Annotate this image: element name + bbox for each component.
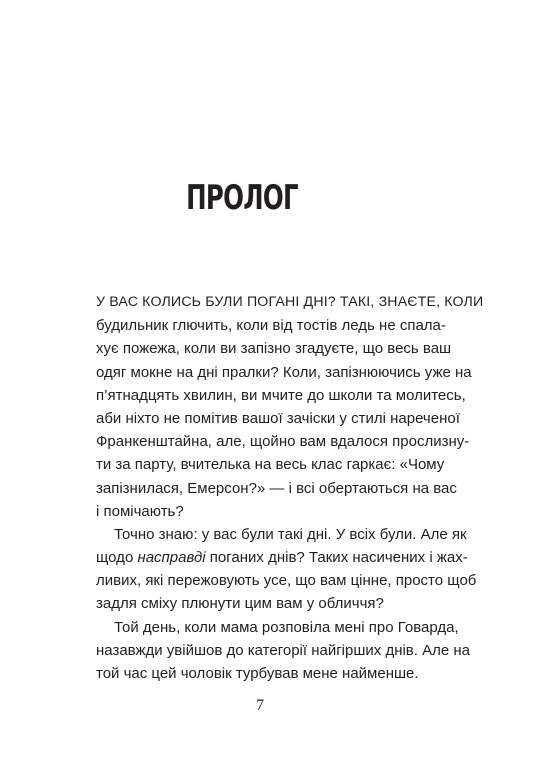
text-line: Франкенштайна, але, щойно вам вдалося прослизну- (96, 433, 470, 451)
chapter-title: ПРОЛОГ (186, 178, 298, 218)
text-line: У ВАС КОЛИСЬ БУЛИ ПОГАНІ ДНІ? ТАКІ, ЗНАЄТЕ, КОЛИ (96, 294, 484, 310)
text-fragment: щодо (96, 549, 138, 567)
paragraph-1 (96, 291, 484, 523)
text-line: п’ятнадцять хвилин, ви мчите до школи та молитесь, (96, 386, 466, 404)
text-line: Той день, коли мама розповіла мені про Говарда, (114, 618, 459, 636)
text-line: запізнилася, Емерсон?» — і всі обертаються на вас (96, 479, 457, 497)
text-line: хує пожежа, коли ви запізно згадуєте, що весь ваш (96, 340, 452, 358)
text-line: і помічають? (96, 502, 184, 520)
text-line: будильник глючить, коли від тостів ледь не спала- (96, 317, 446, 335)
body-text (96, 291, 484, 685)
text-line: той час цей чоловік турбував мене найменше. (96, 665, 419, 682)
paragraph-2 (96, 523, 477, 616)
page-number: 7 (256, 697, 264, 714)
paragraph-3 (96, 616, 471, 686)
text-line: одяг мокне на дні пралки? Коли, запізнюючись уже на (96, 363, 472, 381)
text-line: задля сміху плюнути цим вам у обличчя? (96, 595, 384, 613)
text-fragment: поганих днів? Таких насичених і жах- (205, 549, 468, 567)
emphasis-text: насправді (137, 549, 206, 567)
text-line: ливих, які пережовують усе, що вам цінне, просто щоб (96, 572, 477, 590)
text-line: ти за парту, вчителька на весь клас гаркає: «Чому (96, 456, 445, 474)
text-line: аби ніхто не помітив вашої зачіски у стилі нареченої (96, 409, 460, 427)
text-line: Точно знаю: у вас були такі дні. У всіх були. Але як (114, 525, 467, 543)
text-line (96, 546, 468, 569)
text-line: назавжди увійшов до категорії найгірших днів. Але на (96, 641, 471, 659)
